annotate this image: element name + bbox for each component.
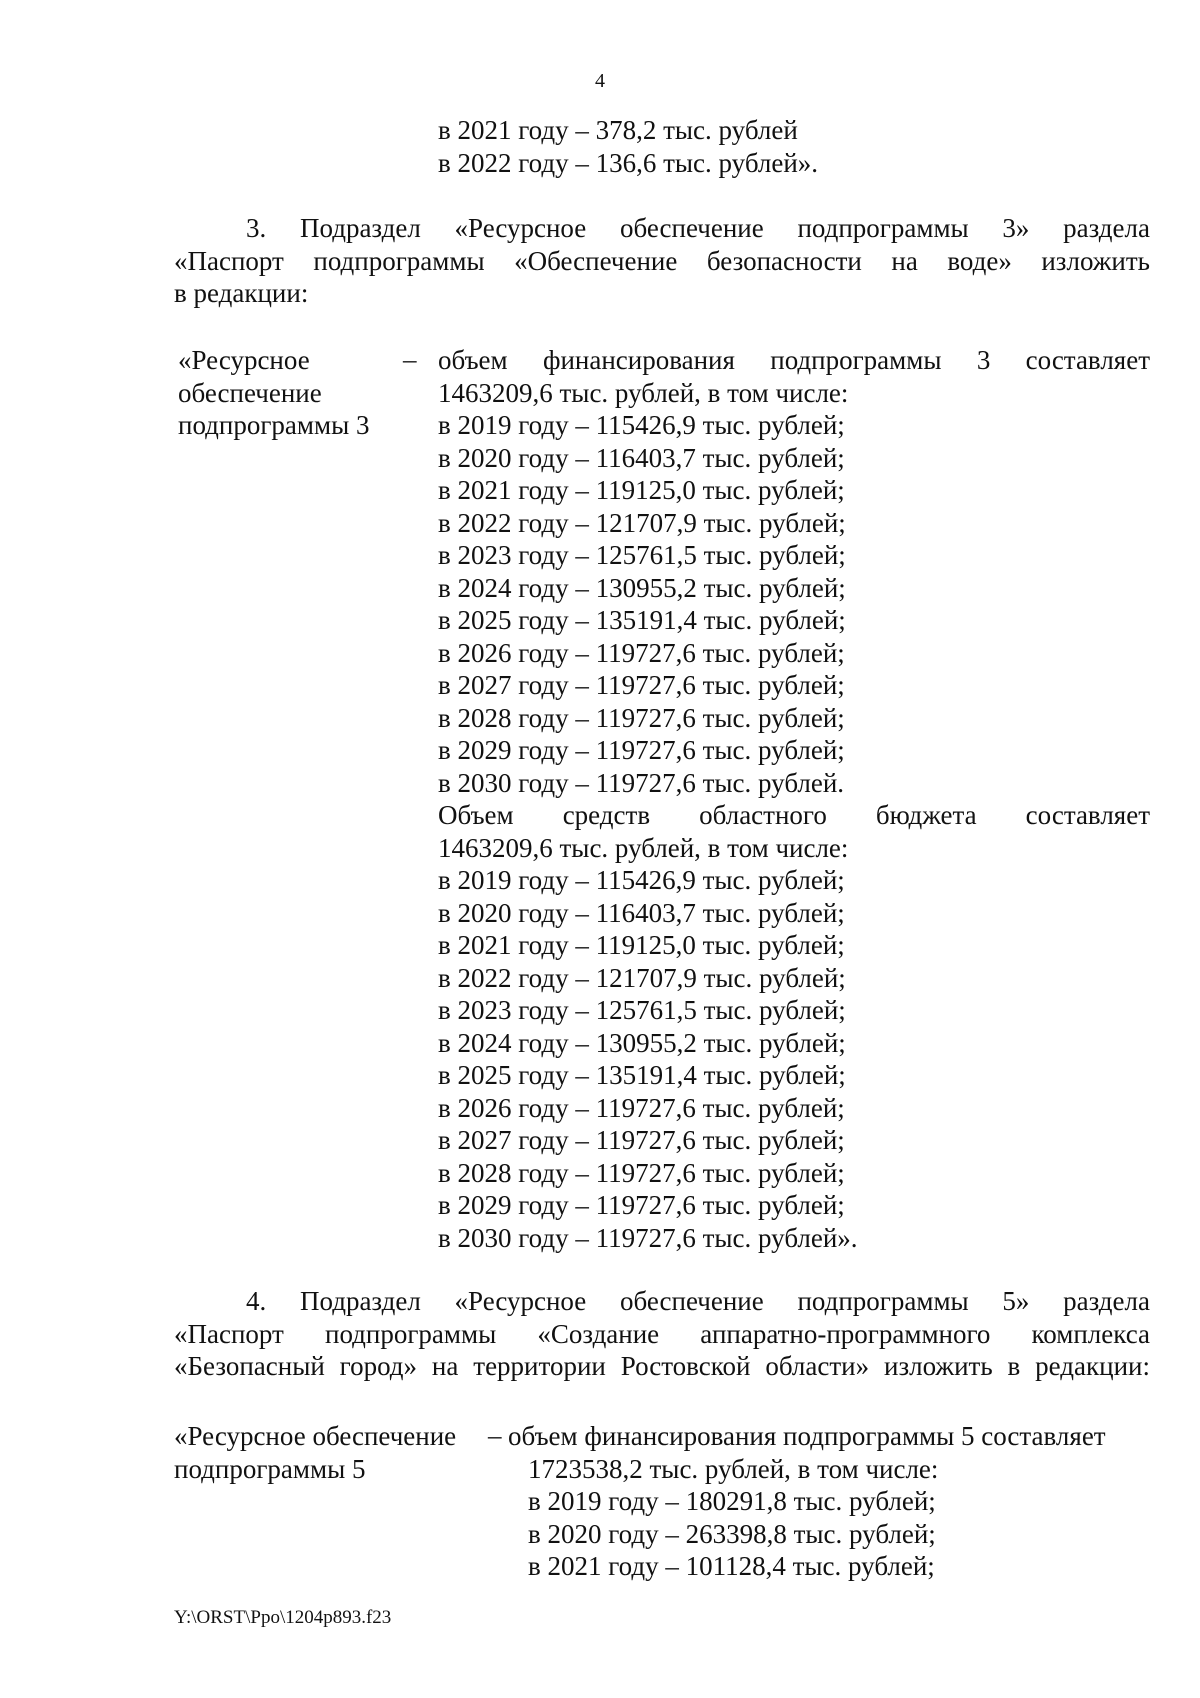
funding-year-line: в 2029 году – 119727,6 тыс. рублей; [438, 735, 845, 765]
funding-year-line: в 2028 году – 119727,6 тыс. рублей; [438, 702, 845, 733]
funding-year-line: в 2021 году – 119125,0 тыс. рублей; [438, 475, 845, 505]
label-line: обеспечение [178, 377, 322, 408]
budget-year-line: в 2029 году – 119727,6 тыс. рублей; [438, 1190, 845, 1220]
funding-year-line: в 2030 году – 119727,6 тыс. рублей. [438, 767, 845, 798]
section-3-paragraph [174, 212, 1150, 310]
funding-line: объем финансирования подпрограммы 3 составляет [438, 345, 1150, 375]
section-4-dash: – [488, 1420, 502, 1450]
paragraph-line: в редакции: [174, 278, 309, 308]
paragraph-line: «Паспорт подпрограммы «Создание аппаратно-программного комплекса [174, 1318, 1150, 1349]
funding-year-line: в 2026 году – 119727,6 тыс. рублей; [438, 637, 845, 668]
funding-year-line: в 2019 году – 115426,9 тыс. рублей; [438, 410, 845, 440]
funding-year-line: в 2023 году – 125761,5 тыс. рублей; [438, 540, 846, 570]
label-line: подпрограммы 3 [178, 410, 370, 440]
funding-line: 1463209,6 тыс. рублей, в том числе: [438, 377, 849, 408]
section-4-paragraph [174, 1285, 1150, 1383]
funding-year-line: в 2020 году – 116403,7 тыс. рублей; [438, 442, 845, 473]
budget-year-line: в 2022 году – 121707,9 тыс. рублей; [438, 962, 846, 993]
budget-year-line: в 2027 году – 119727,6 тыс. рублей; [438, 1125, 845, 1155]
budget-year-line: в 2019 году – 115426,9 тыс. рублей; [438, 865, 845, 895]
budget-year-line: в 2025 году – 135191,4 тыс. рублей; [438, 1060, 846, 1090]
tail-line: в 2022 году – 136,6 тыс. рублей». [438, 147, 819, 178]
funding-year-line: в 2025 году – 135191,4 тыс. рублей; [438, 605, 846, 635]
section-3-resource-label [178, 344, 369, 442]
budget-year-line: в 2020 году – 116403,7 тыс. рублей; [438, 897, 845, 928]
funding-year-line: в 2019 году – 180291,8 тыс. рублей; [528, 1486, 936, 1516]
funding-line: объем финансирования подпрограммы 5 составляет [508, 1421, 1106, 1451]
budget-line: 1463209,6 тыс. рублей, в том числе: [438, 832, 849, 863]
budget-year-line: в 2023 году – 125761,5 тыс. рублей; [438, 995, 846, 1025]
paragraph-line: «Паспорт подпрограммы «Обеспечение безопасности на воде» изложить [174, 245, 1150, 276]
section-3-dash: – [403, 344, 417, 374]
file-path-footer: Y:\ORST\Ppo\1204p893.f23 [174, 1607, 392, 1628]
budget-line: Объем средств областного бюджета составляет [438, 800, 1150, 830]
budget-year-line: в 2028 году – 119727,6 тыс. рублей; [438, 1157, 845, 1188]
section-3-funding-list [438, 344, 1150, 1254]
tail-line: в 2021 году – 378,2 тыс. рублей [438, 115, 798, 145]
paragraph-line: «Безопасный город» на территории Ростовской области» изложить в редакции: [174, 1351, 1150, 1381]
section-4-resource-label [174, 1420, 456, 1485]
paragraph-line: 3. Подраздел «Ресурсное обеспечение подпрограммы 3» раздела [246, 213, 1150, 243]
budget-year-line: в 2026 году – 119727,6 тыс. рублей; [438, 1092, 845, 1123]
funding-year-line: в 2027 году – 119727,6 тыс. рублей; [438, 670, 845, 700]
funding-year-line: в 2021 году – 101128,4 тыс. рублей; [528, 1551, 935, 1581]
funding-year-line: в 2020 году – 263398,8 тыс. рублей; [528, 1518, 936, 1549]
label-line: «Ресурсное [178, 345, 310, 375]
previous-section-tail [438, 114, 818, 179]
section-4-funding-list [508, 1420, 1138, 1583]
page-number: 4 [595, 70, 605, 92]
funding-year-line: в 2024 году – 130955,2 тыс. рублей; [438, 572, 846, 603]
funding-line: 1723538,2 тыс. рублей, в том числе: [528, 1453, 939, 1484]
budget-year-line: в 2021 году – 119125,0 тыс. рублей; [438, 930, 845, 960]
label-line: подпрограммы 5 [174, 1453, 366, 1484]
funding-year-line: в 2022 году – 121707,9 тыс. рублей; [438, 507, 846, 538]
budget-year-line: в 2024 году – 130955,2 тыс. рублей; [438, 1027, 846, 1058]
label-line: «Ресурсное обеспечение [174, 1421, 457, 1451]
budget-year-line: в 2030 году – 119727,6 тыс. рублей». [438, 1222, 858, 1253]
paragraph-line: 4. Подраздел «Ресурсное обеспечение подпрограммы 5» раздела [246, 1286, 1150, 1316]
